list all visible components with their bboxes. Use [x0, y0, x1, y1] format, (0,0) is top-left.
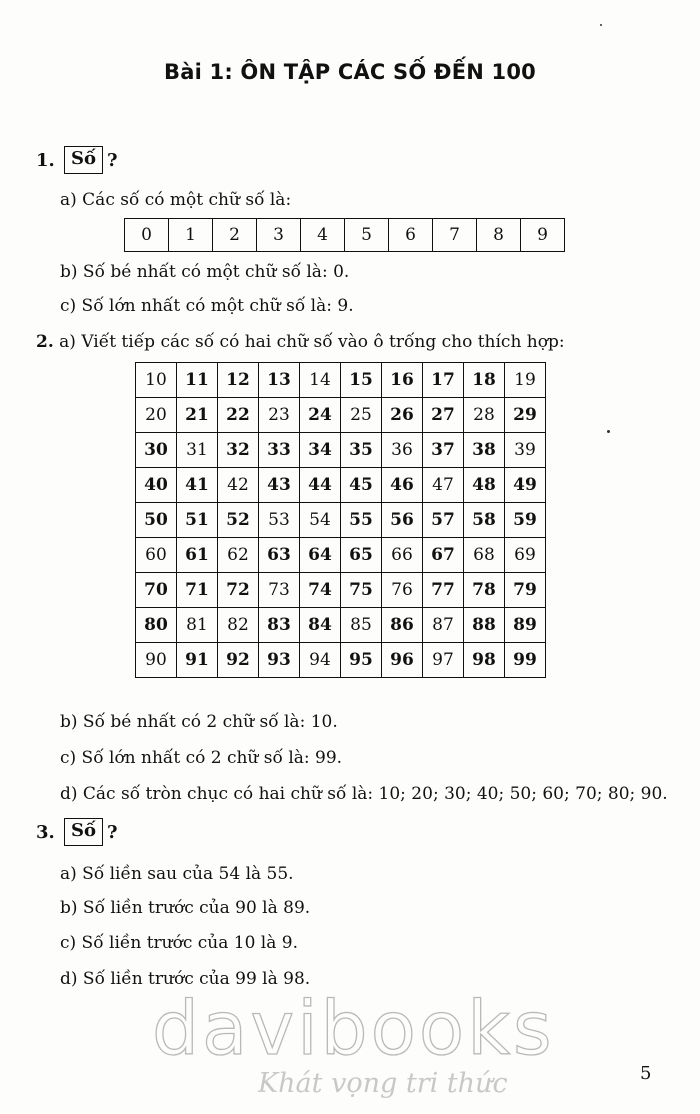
grid-row	[136, 468, 546, 503]
grid-cell: 45	[341, 468, 382, 503]
two-digit-number-grid	[135, 362, 546, 678]
grid-cell: 20	[136, 398, 177, 433]
exercise-1-question-mark: ?	[107, 149, 118, 171]
digit-cell: 4	[301, 219, 345, 252]
grid-cell: 90	[136, 643, 177, 678]
grid-cell: 12	[218, 363, 259, 398]
grid-cell: 29	[505, 398, 546, 433]
page-title: Bài 1: ÔN TẬP CÁC SỐ ĐẾN 100	[164, 60, 536, 84]
grid-row	[136, 363, 546, 398]
grid-cell: 44	[300, 468, 341, 503]
exercise-1-part-c: c) Số lớn nhất có một chữ số là: 9.	[60, 296, 354, 316]
grid-cell: 83	[259, 608, 300, 643]
grid-cell: 64	[300, 538, 341, 573]
grid-cell: 79	[505, 573, 546, 608]
grid-cell: 25	[341, 398, 382, 433]
exercise-3-box-label: Số	[64, 818, 103, 846]
grid-cell: 52	[218, 503, 259, 538]
grid-cell: 22	[218, 398, 259, 433]
grid-cell: 46	[382, 468, 423, 503]
grid-cell: 42	[218, 468, 259, 503]
grid-cell: 16	[382, 363, 423, 398]
digit-cell: 5	[345, 219, 389, 252]
grid-cell: 72	[218, 573, 259, 608]
digit-cell: 3	[257, 219, 301, 252]
grid-cell: 35	[341, 433, 382, 468]
grid-cell: 41	[177, 468, 218, 503]
grid-cell: 58	[464, 503, 505, 538]
print-speck	[600, 24, 602, 26]
grid-cell: 67	[423, 538, 464, 573]
grid-cell: 71	[177, 573, 218, 608]
grid-cell: 62	[218, 538, 259, 573]
watermark-tagline: Khát vọng tri thức	[258, 1068, 508, 1099]
grid-cell: 85	[341, 608, 382, 643]
grid-cell: 86	[382, 608, 423, 643]
digit-cell: 1	[169, 219, 213, 252]
grid-cell: 63	[259, 538, 300, 573]
grid-cell: 94	[300, 643, 341, 678]
grid-cell: 54	[300, 503, 341, 538]
grid-cell: 49	[505, 468, 546, 503]
grid-cell: 21	[177, 398, 218, 433]
grid-cell: 14	[300, 363, 341, 398]
exercise-2-part-a	[36, 332, 565, 352]
exercise-2-part-d: d) Các số tròn chục có hai chữ số là: 10; 20; 30; 40; 50; 60; 70; 80; 90.	[60, 784, 668, 804]
grid-cell: 78	[464, 573, 505, 608]
grid-cell: 38	[464, 433, 505, 468]
grid-cell: 31	[177, 433, 218, 468]
exercise-3-part-a: a) Số liền sau của 54 là 55.	[60, 864, 294, 884]
grid-cell: 30	[136, 433, 177, 468]
grid-cell: 75	[341, 573, 382, 608]
grid-cell: 82	[218, 608, 259, 643]
single-digit-table	[124, 218, 565, 252]
grid-cell: 60	[136, 538, 177, 573]
exercise-1-heading	[36, 146, 118, 174]
grid-cell: 69	[505, 538, 546, 573]
grid-cell: 47	[423, 468, 464, 503]
grid-cell: 87	[423, 608, 464, 643]
grid-cell: 56	[382, 503, 423, 538]
grid-cell: 15	[341, 363, 382, 398]
grid-cell: 59	[505, 503, 546, 538]
grid-cell: 99	[505, 643, 546, 678]
grid-cell: 96	[382, 643, 423, 678]
digit-cell: 0	[125, 219, 169, 252]
grid-cell: 50	[136, 503, 177, 538]
grid-cell: 88	[464, 608, 505, 643]
grid-cell: 74	[300, 573, 341, 608]
digit-cell: 6	[389, 219, 433, 252]
grid-row	[136, 503, 546, 538]
exercise-2-part-a-text: a) Viết tiếp các số có hai chữ số vào ô trống cho thích hợp:	[59, 332, 565, 352]
exercise-2-part-b: b) Số bé nhất có 2 chữ số là: 10.	[60, 712, 338, 732]
page-number: 5	[640, 1063, 652, 1084]
grid-cell: 65	[341, 538, 382, 573]
exercise-2-number: 2.	[36, 332, 54, 352]
grid-cell: 11	[177, 363, 218, 398]
grid-row	[136, 573, 546, 608]
grid-cell: 76	[382, 573, 423, 608]
grid-cell: 24	[300, 398, 341, 433]
grid-cell: 80	[136, 608, 177, 643]
grid-cell: 92	[218, 643, 259, 678]
grid-cell: 95	[341, 643, 382, 678]
grid-cell: 36	[382, 433, 423, 468]
grid-cell: 23	[259, 398, 300, 433]
grid-cell: 53	[259, 503, 300, 538]
grid-row	[136, 538, 546, 573]
grid-cell: 19	[505, 363, 546, 398]
exercise-3-heading	[36, 818, 118, 846]
grid-cell: 27	[423, 398, 464, 433]
grid-cell: 93	[259, 643, 300, 678]
digit-cell: 2	[213, 219, 257, 252]
grid-cell: 18	[464, 363, 505, 398]
grid-cell: 57	[423, 503, 464, 538]
grid-cell: 97	[423, 643, 464, 678]
grid-cell: 77	[423, 573, 464, 608]
grid-cell: 13	[259, 363, 300, 398]
exercise-1-box-label: Số	[64, 146, 103, 174]
grid-cell: 55	[341, 503, 382, 538]
grid-cell: 98	[464, 643, 505, 678]
exercise-1-part-a: a) Các số có một chữ số là:	[60, 190, 292, 210]
exercise-3-part-c: c) Số liền trước của 10 là 9.	[60, 933, 298, 953]
grid-cell: 81	[177, 608, 218, 643]
grid-cell: 61	[177, 538, 218, 573]
exercise-1-part-b: b) Số bé nhất có một chữ số là: 0.	[60, 262, 350, 282]
grid-cell: 43	[259, 468, 300, 503]
grid-cell: 34	[300, 433, 341, 468]
grid-cell: 39	[505, 433, 546, 468]
digit-cell: 8	[477, 219, 521, 252]
grid-cell: 10	[136, 363, 177, 398]
grid-row	[136, 398, 546, 433]
exercise-2-part-c: c) Số lớn nhất có 2 chữ số là: 99.	[60, 748, 343, 768]
grid-cell: 26	[382, 398, 423, 433]
grid-cell: 17	[423, 363, 464, 398]
grid-cell: 73	[259, 573, 300, 608]
digit-cell: 9	[521, 219, 565, 252]
grid-cell: 68	[464, 538, 505, 573]
exercise-3-part-d: d) Số liền trước của 99 là 98.	[60, 969, 311, 989]
grid-cell: 91	[177, 643, 218, 678]
single-digit-row	[125, 219, 565, 252]
exercise-3-question-mark: ?	[107, 821, 118, 843]
exercise-3-number: 3.	[36, 821, 55, 843]
grid-cell: 66	[382, 538, 423, 573]
digit-cell: 7	[433, 219, 477, 252]
davibooks-watermark: davibooks	[152, 986, 555, 1072]
grid-cell: 48	[464, 468, 505, 503]
grid-cell: 84	[300, 608, 341, 643]
grid-cell: 51	[177, 503, 218, 538]
grid-cell: 28	[464, 398, 505, 433]
grid-row	[136, 608, 546, 643]
grid-cell: 89	[505, 608, 546, 643]
exercise-3-part-b: b) Số liền trước của 90 là 89.	[60, 898, 311, 918]
grid-row	[136, 433, 546, 468]
grid-cell: 32	[218, 433, 259, 468]
grid-cell: 33	[259, 433, 300, 468]
grid-cell: 70	[136, 573, 177, 608]
grid-row	[136, 643, 546, 678]
exercise-1-number: 1.	[36, 149, 55, 171]
grid-cell: 40	[136, 468, 177, 503]
print-speck	[607, 430, 610, 433]
grid-cell: 37	[423, 433, 464, 468]
